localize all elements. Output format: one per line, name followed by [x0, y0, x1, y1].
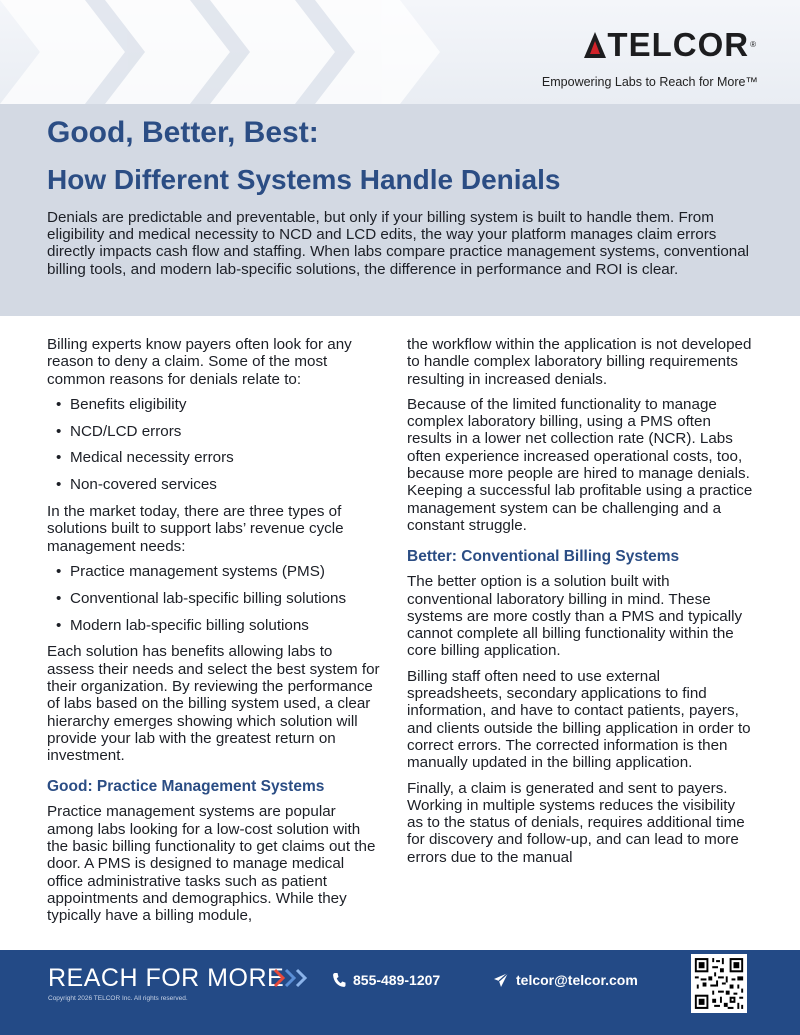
page-header [0, 0, 800, 104]
logo-triangle-icon [584, 32, 606, 58]
paragraph: In the market today, there are three types of solutions built to support labs’ revenue cycle management needs: [47, 503, 344, 555]
email-address[interactable]: telcor@telcor.com [516, 972, 638, 988]
right-column [407, 336, 755, 874]
footer-slogan: REACH FOR MORE [48, 964, 285, 992]
list-item: • Medical necessity errors [56, 449, 234, 467]
logo-text: TELCOR [607, 26, 750, 63]
page-footer [0, 950, 800, 1035]
paragraph: Because of the limited functionality to manage complex laboratory billing, using a PMS often results in a lower net collection rate (NCR). Labs often experience increased operational costs, too, because more people are hired to manage denials. Keeping a successful lab profitable using a practice management system can be challenging and a constant struggle. [407, 395, 753, 534]
email-contact[interactable] [493, 972, 638, 988]
list-item: • Benefits eligibility [56, 395, 187, 413]
page-title: Good, Better, Best: [47, 116, 319, 149]
send-icon [493, 972, 509, 988]
section-heading-good: Good: Practice Management Systems [47, 778, 325, 796]
telcor-logo [584, 28, 756, 61]
list-item: • Non-covered services [56, 476, 217, 494]
chevron-arrows-icon [273, 968, 311, 988]
section-heading-better: Better: Conventional Billing Systems [407, 548, 680, 566]
paragraph: Finally, a claim is generated and sent to payers. Working in multiple systems reduces the visibility as to the status of denials, requires additional time for discovery and follow-up, and can lead to more errors due to the manual [407, 779, 745, 866]
solution-types-list [47, 563, 382, 634]
phone-contact[interactable] [332, 972, 440, 988]
list-item: • NCD/LCD errors [56, 422, 182, 440]
intro-paragraph: Denials are predictable and preventable, but only if your billing system is built to handle them. From eligibility and medical necessity to NCD and LCD edits, the way your platform manages claim errors directly impacts cash flow and staffing. When labs compare practice management systems, conventional billing tools, and modern lab-specific solutions, the difference in performance and ROI is clear. [47, 209, 750, 278]
denial-reasons-list [47, 396, 382, 494]
left-column [47, 336, 382, 933]
list-item: • Practice management systems (PMS) [56, 562, 325, 580]
paragraph: The better option is a solution built with conventional laboratory billing in mind. These systems are more costly than a PMS and typically cannot complete all billing functionality within the core billing application. [407, 573, 743, 660]
phone-number[interactable]: 855-489-1207 [353, 972, 441, 988]
paragraph: Each solution has benefits allowing labs to assess their needs and select the best system for their organization. By reviewing the performance of labs based on the billing system used, a clear hierarchy emerges showing which solution will provide your lab with the greatest return on investment. [47, 643, 380, 765]
list-item: • Conventional lab-specific billing solutions [56, 589, 347, 607]
logo-registered-mark: ® [750, 40, 756, 49]
page-subtitle: How Different Systems Handle Denials [47, 164, 561, 195]
copyright-text: Copyright 2026 TELCOR Inc. All rights reserved. [48, 995, 188, 1002]
paragraph: Billing experts know payers often look for any reason to deny a claim. Some of the most common reasons for denials relate to: [47, 336, 352, 388]
phone-icon [332, 972, 346, 988]
tagline: Empowering Labs to Reach for More™ [541, 75, 758, 89]
paragraph: the workflow within the application is not developed to handle complex laboratory billing requirements resulting in increased denials. [407, 336, 752, 388]
list-item: • Modern lab-specific billing solutions [56, 616, 309, 634]
paragraph: Billing staff often need to use external spreadsheets, secondary applications to find information, and have to contact patients, payers, and clients outside the billing application in order to correct errors. The corrected information is then manually updated in the billing application. [407, 667, 751, 772]
paragraph: Practice management systems are popular among labs looking for a low-cost solution with the basic billing functionality to get claims out the door. A PMS is designed to manage medical office administrative tasks such as patient appointments and demographics. While they typically have a billing module, [47, 803, 376, 925]
qr-code[interactable] [691, 954, 747, 1013]
